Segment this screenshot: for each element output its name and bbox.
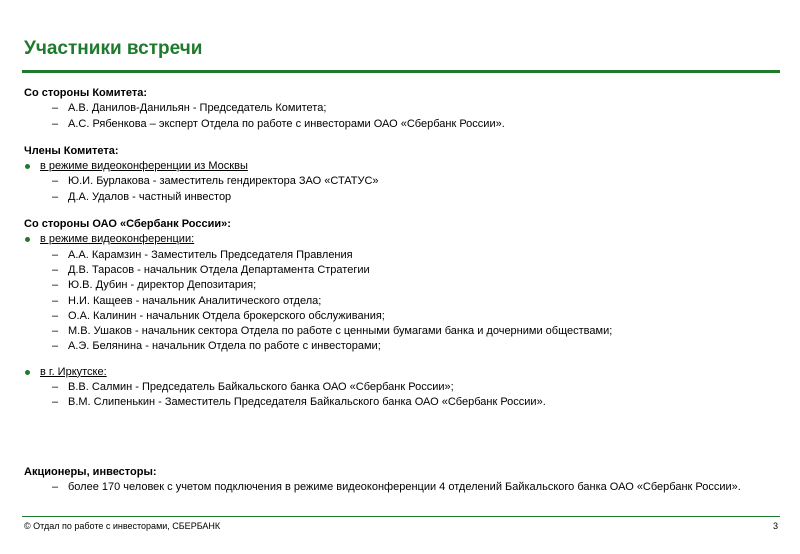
list-item: – В.В. Салмин - Председатель Байкальского банка ОАО «Сбербанк России»; xyxy=(52,381,454,394)
list-item: – Ю.И. Бурлакова - заместитель гендиректора ЗАО «СТАТУС» xyxy=(52,175,379,188)
list-item: – М.В. Ушаков - начальник сектора Отдела по работе с ценными бумагами банка и дочерними обществами; xyxy=(52,325,613,338)
committee-side-section xyxy=(24,86,764,132)
list-item: – А.А. Карамзин - Заместитель Председателя Правления xyxy=(52,248,353,261)
bullet-item: в режиме видеоконференции: xyxy=(24,232,764,247)
list-item: – Ю.В. Дубин - директор Депозитария; xyxy=(52,279,257,292)
list-item: – А.Э. Белянина - начальник Отдела по работе с инвесторами; xyxy=(52,340,381,353)
list-item: – А.В. Данилов-Данильян - Председатель Комитета; xyxy=(52,102,327,115)
sberbank-side-section xyxy=(24,217,764,411)
bullet-dot-icon xyxy=(25,370,30,375)
title-divider xyxy=(22,70,780,73)
bullet-item: в режиме видеоконференции из Москвы xyxy=(24,159,764,174)
page-number: 3 xyxy=(772,521,778,531)
list-item: – более 170 человек с учетом подключения в режиме видеоконференции 4 отделений Байкальского банка ОАО «Сбербанк России». xyxy=(52,480,741,493)
shareholders-section xyxy=(24,465,764,496)
slide-content xyxy=(24,86,764,507)
list-item: – А.С. Рябенкова – эксперт Отдела по работе с инвесторами ОАО «Сбербанк России». xyxy=(52,117,505,130)
page-title: Участники встречи xyxy=(24,38,203,59)
footer-divider xyxy=(22,516,780,517)
bullet-item: в г. Иркутске: xyxy=(24,365,764,380)
section-heading: Со стороны ОАО «Сбербанк России»: xyxy=(24,218,231,231)
bullet-dot-icon xyxy=(25,164,30,169)
section-heading: Члены Комитета: xyxy=(24,144,119,157)
section-heading: Акционеры, инвесторы: xyxy=(24,465,157,478)
list-item: – Д.В. Тарасов - начальник Отдела Департамента Стратегии xyxy=(52,263,370,276)
list-item: – Д.А. Удалов - частный инвестор xyxy=(52,190,232,203)
spacer xyxy=(24,423,764,465)
section-heading: Со стороны Комитета: xyxy=(24,87,148,99)
footer-copyright: © Отдал по работе с инвесторами, СБЕРБАНК xyxy=(24,521,221,531)
list-item: – О.А. Калинин - начальник Отдела брокерского обслуживания; xyxy=(52,309,385,322)
spacer xyxy=(24,355,764,365)
list-item: – В.М. Слипенькин - Заместитель Председателя Байкальского банка ОАО «Сбербанк России». xyxy=(52,396,546,409)
bullet-dot-icon xyxy=(25,237,30,242)
committee-members-section xyxy=(24,144,764,205)
list-item: – Н.И. Кащеев - начальник Аналитического отдела; xyxy=(52,294,322,307)
